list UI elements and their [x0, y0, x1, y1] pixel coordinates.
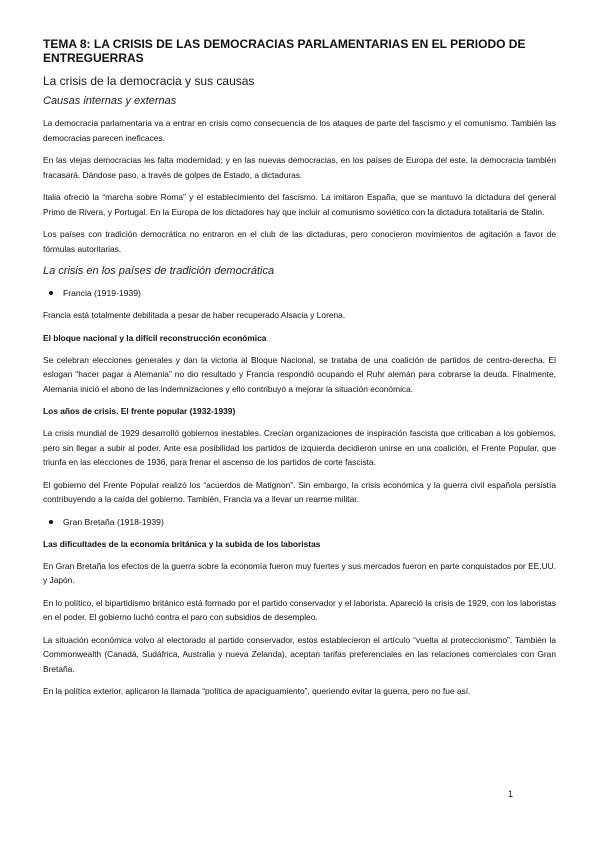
- paragraph: En las viejas democracias les falta modernidad; y en las nuevas democracias, en los países de Europa del este, la democracia también fracasará. Dándose paso, a través de golpes de Estado, a dictaduras.: [43, 155, 556, 180]
- bullet-label: Gran Bretaña (1918-1939): [63, 516, 164, 527]
- bold-heading: Los años de crisis. El frente popular (1932-1939): [43, 406, 236, 416]
- section-heading: La crisis de la democracia y sus causas: [43, 74, 255, 88]
- paragraph: En lo político, el bipartidismo británico está formado por el partido conservador y el laborista. Apareció la crisis de 1929, con los laboristas en el poder. El gobierno luchó contra el paro con subsidios de desempleo.: [43, 597, 556, 622]
- paragraph: Francia está totalmente debilitada a pesar de haber recuperado Alsacia y Lorena.: [43, 310, 346, 320]
- paragraph: La democracia parlamentaria va a entrar en crisis como consecuencia de los ataques de parte del fascismo y el comunismo. También las democracias parecen ineficaces.: [43, 118, 556, 143]
- paragraph: En la política exterior, aplicaron la llamada “política de apaciguamiento”, queriendo evitar la guerra, pero no fue así.: [43, 686, 471, 696]
- paragraph: En Gran Bretaña los efectos de la guerra sobre la economía fueron muy fuertes y sus mercados fueron en parte conquistados por EE.UU. y Japón.: [43, 560, 556, 585]
- subsection-heading: Causas internas y externas: [43, 95, 177, 107]
- paragraph: La situación económica volvo al electorado al partido conservador, estos establecieron el artículo “vuelta al proteccionismo”. También la Commonwealth (Canadá, Sudáfrica, Australia y nueva Zelanda), aceptan tarifas preferenciales en las relaciones comerciales con Gran Bretaña.: [43, 634, 556, 674]
- document-title: TEMA 8: LA CRISIS DE LAS DEMOCRACIAS PARLAMENTARIAS EN EL PERIODO DE ENTREGUERRAS: [43, 37, 526, 65]
- paragraph: La crisis mundial de 1929 desarrolló gobiernos inestables. Crecían organizaciones de inspiración fascista que criticaban a los gobiernos, pero sin llegar a subir al poder. Ante esa posibilidad los partidos de izquierda decidieron unirse en una coalición, el Frente Popular, que triunfa en las elecciones de 1936, para frenar el ascenso de los partidos de corte fascista.: [43, 428, 556, 467]
- bullet-dot-icon: [49, 520, 53, 524]
- bullet-item-gran-bretana: [43, 515, 556, 529]
- bullet-dot-icon: [49, 291, 53, 295]
- subsection-heading: La crisis en los países de tradición democrática: [43, 265, 275, 277]
- bullet-item-francia: [43, 286, 556, 300]
- paragraph: El gobierno del Frente Popular realizó los “acuerdos de Matignon”. Sin embargo, la crisis económica y la guerra civil española persistía contribuyendo a la caída del gobierno. También, Francia va a llevar un rearme militar.: [43, 479, 556, 504]
- bold-heading: El bloque nacional y la difícil reconstrucción económica: [43, 332, 267, 343]
- bullet-label: Francia (1919-1939): [63, 288, 141, 298]
- page-number: 1: [507, 789, 513, 799]
- paragraph: Se celebran elecciones generales y dan la victoria al Bloque Nacional, se trataba de una coalición de partidos de centro-derecha. El eslogan “hacer pagar a Alemania” no dio resultado y Francia respondió ocupando el Ruhr alemán para cobrarse la deuda. Finalmente, Alemania inició el abono de las indemnizaciones y ello contribuyó a mejorar la situación económica.: [43, 354, 556, 394]
- paragraph: Los países con tradición democrática no entraron en el club de las dictaduras, pero conocieron movimientos de agitación a favor de fórmulas autoritarias.: [43, 229, 556, 254]
- bold-heading: Las dificultades de la economía británica y la subida de los laboristas: [43, 538, 321, 549]
- paragraph: Italia ofreció la “marcha sobre Roma” y el establecimiento del fascismo. La imitaron España, que se mantuvo la dictadura del general Primo de Rivera, y Portugal. En la Europa de los dictadores hay que incluir al comunismo soviético con la dictadura totalitaria de Stalin.: [43, 192, 556, 217]
